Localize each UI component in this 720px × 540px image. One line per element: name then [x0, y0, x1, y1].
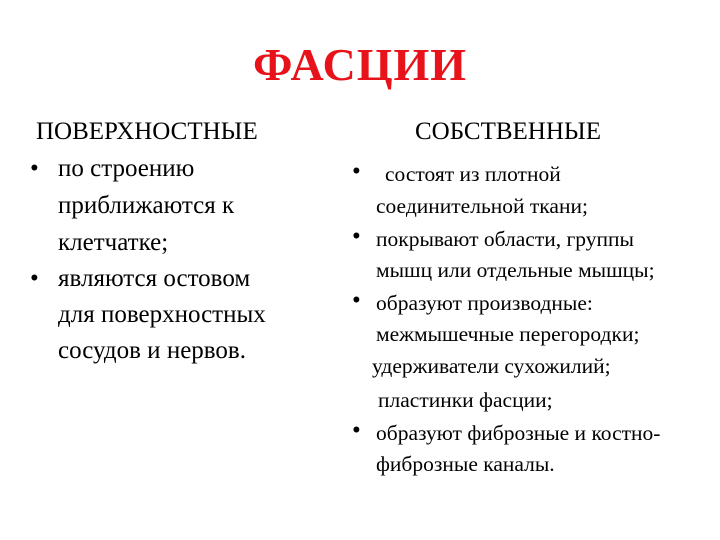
left-item-2-line-3: сосудов и нервов.: [58, 337, 246, 364]
bullet-icon: •: [30, 155, 39, 182]
bullet-icon: •: [352, 417, 361, 444]
right-item-3-line-4: пластинки фасции;: [378, 388, 553, 412]
slide-title: ФАСЦИИ: [252, 39, 468, 90]
left-item-1-line-2: приближаются к: [58, 192, 235, 219]
right-item-3-line-3: удерживатели сухожилий;: [372, 354, 611, 378]
left-item-2-line-1: являются остовом: [58, 265, 251, 292]
left-item-1-line-1: по строению: [58, 155, 195, 182]
right-item-2-line-1: покрывают области, группы: [376, 227, 634, 251]
left-item-1-line-3: клетчатке;: [58, 229, 169, 256]
bullet-icon: •: [352, 287, 361, 314]
superficial-fascia-heading: ПОВЕРХНОСТНЫЕ: [36, 118, 258, 145]
bullet-icon: •: [30, 265, 39, 292]
right-item-4-line-2: фиброзные каналы.: [376, 452, 555, 476]
right-item-3-line-1: образуют производные:: [376, 291, 593, 315]
right-item-1-line-1: состоят из плотной: [385, 162, 561, 186]
right-item-2-line-2: мышц или отдельные мышцы;: [376, 258, 655, 282]
bullet-icon: •: [352, 223, 361, 250]
right-item-3-line-2: межмышечные перегородки;: [376, 322, 640, 346]
proper-fascia-heading: СОБСТВЕННЫЕ: [415, 118, 601, 145]
bullet-icon: •: [352, 158, 361, 185]
right-item-1-line-2: соединительной ткани;: [376, 194, 588, 218]
right-item-4-line-1: образуют фиброзные и костно-: [376, 421, 661, 445]
left-item-2-line-2: для поверхностных: [58, 301, 266, 328]
